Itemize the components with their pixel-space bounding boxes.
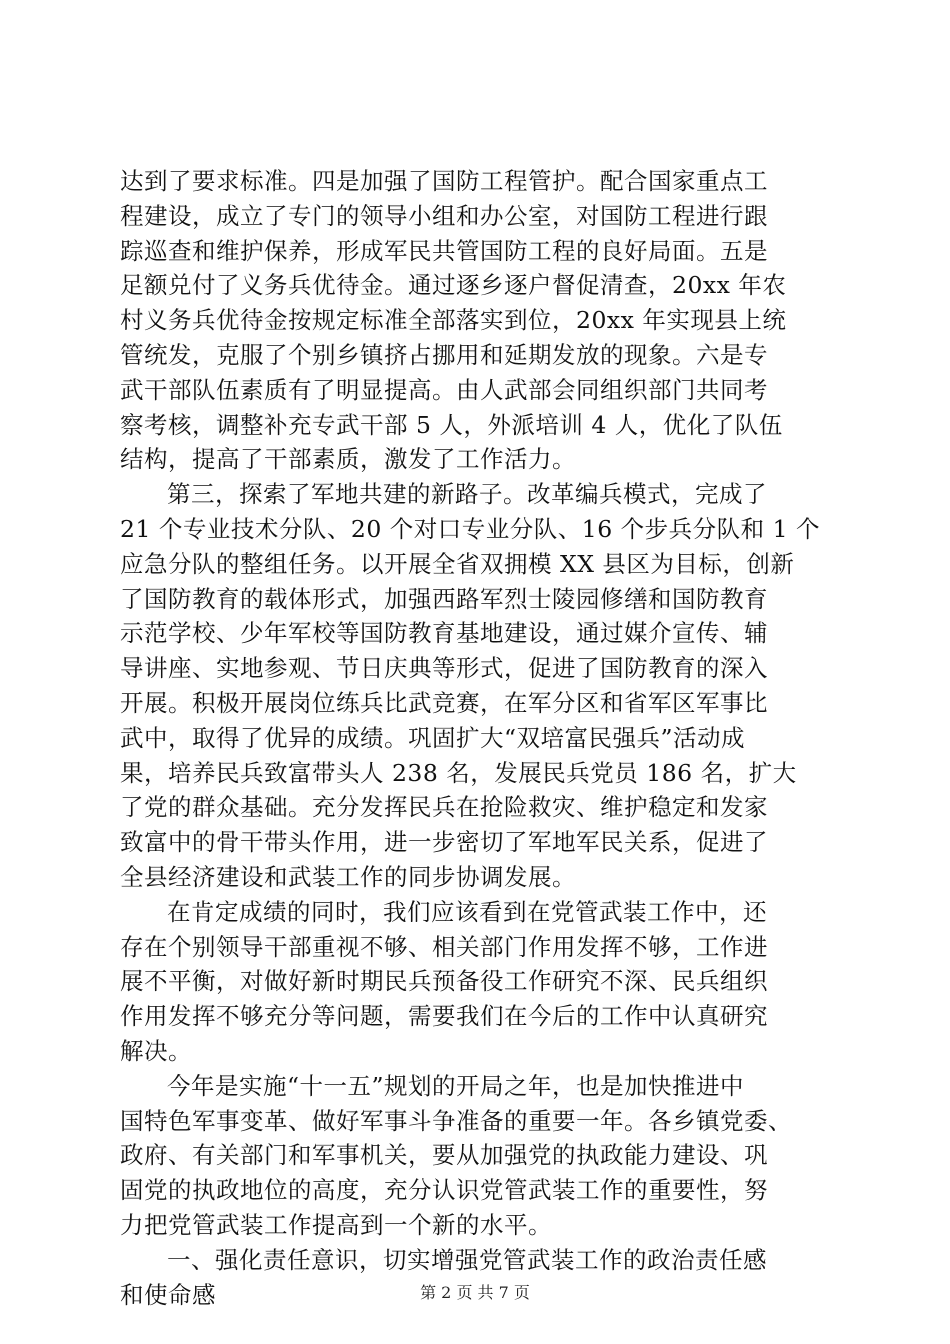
text-line: 力把党管武装工作提高到一个新的水平。	[120, 1210, 552, 1239]
text-line: 果，培养民兵致富带头人 238 名，发展民兵党员 186 名，扩大	[120, 758, 797, 787]
document-body	[120, 164, 832, 1312]
text-line: 今年是实施“十一五”规划的开局之年，也是加快推进中	[167, 1071, 745, 1100]
text-line: 政府、有关部门和军事机关，要从加强党的执政能力建设、巩	[120, 1141, 768, 1170]
text-line: 踪巡查和维护保养，形成军民共管国防工程的良好局面。五是	[120, 236, 768, 265]
text-line: 和使命感	[120, 1280, 216, 1309]
text-line: 武中，取得了优异的成绩。巩固扩大“双培富民强兵”活动成	[120, 723, 746, 752]
text-line: 全县经济建设和武装工作的同步协调发展。	[120, 862, 576, 891]
text-line: 武干部队伍素质有了明显提高。由人武部会同组织部门共同考	[120, 375, 768, 404]
text-line: 导讲座、实地参观、节日庆典等形式，促进了国防教育的深入	[120, 654, 768, 683]
text-line: 足额兑付了义务兵优待金。通过逐乡逐户督促清查，20xx 年农	[120, 271, 787, 300]
page-footer: 第 2 页 共 7 页	[420, 1283, 530, 1302]
text-line: 了党的群众基础。充分发挥民兵在抢险救灾、维护稳定和发家	[120, 793, 768, 822]
text-line: 解决。	[120, 1036, 192, 1065]
text-line: 管统发，克服了个别乡镇挤占挪用和延期发放的现象。六是专	[120, 340, 768, 369]
text-line: 第三，探索了军地共建的新路子。改革编兵模式，完成了	[167, 480, 767, 509]
text-line: 作用发挥不够充分等问题，需要我们在今后的工作中认真研究	[120, 1002, 768, 1031]
text-line: 达到了要求标准。四是加强了国防工程管护。配合国家重点工	[120, 167, 768, 195]
text-line: 示范学校、少年军校等国防教育基地建设，通过媒介宣传、辅	[120, 619, 768, 648]
text-line: 程建设，成立了专门的领导小组和办公室，对国防工程进行跟	[120, 201, 768, 230]
text-line: 致富中的骨干带头作用，进一步密切了军地军民关系，促进了	[120, 828, 768, 857]
text-line: 结构，提高了干部素质，激发了工作活力。	[120, 445, 576, 474]
text-line: 察考核，调整补充专武干部 5 人，外派培训 4 人，优化了队伍	[120, 410, 783, 439]
text-line: 存在个别领导干部重视不够、相关部门作用发挥不够，工作进	[120, 932, 768, 961]
text-line: 了国防教育的载体形式，加强西路军烈士陵园修缮和国防教育	[120, 584, 768, 613]
text-line: 村义务兵优待金按规定标准全部落实到位，20xx 年实现县上统	[120, 306, 787, 335]
text-line: 一、强化责任意识，切实增强党管武装工作的政治责任感	[167, 1245, 767, 1274]
text-line: 固党的执政地位的高度，充分认识党管武装工作的重要性，努	[120, 1176, 768, 1205]
text-line: 在肯定成绩的同时，我们应该看到在党管武装工作中，还	[167, 897, 767, 926]
text-line: 21 个专业技术分队、20 个对口专业分队、16 个步兵分队和 1 个	[120, 514, 821, 543]
text-line: 国特色军事变革、做好军事斗争准备的重要一年。各乡镇党委、	[120, 1106, 792, 1135]
text-line: 开展。积极开展岗位练兵比武竞赛，在军分区和省军区军事比	[120, 688, 768, 717]
text-line: 展不平衡，对做好新时期民兵预备役工作研究不深、民兵组织	[120, 967, 768, 996]
text-line: 应急分队的整组任务。以开展全省双拥模 XX 县区为目标，创新	[120, 549, 795, 578]
